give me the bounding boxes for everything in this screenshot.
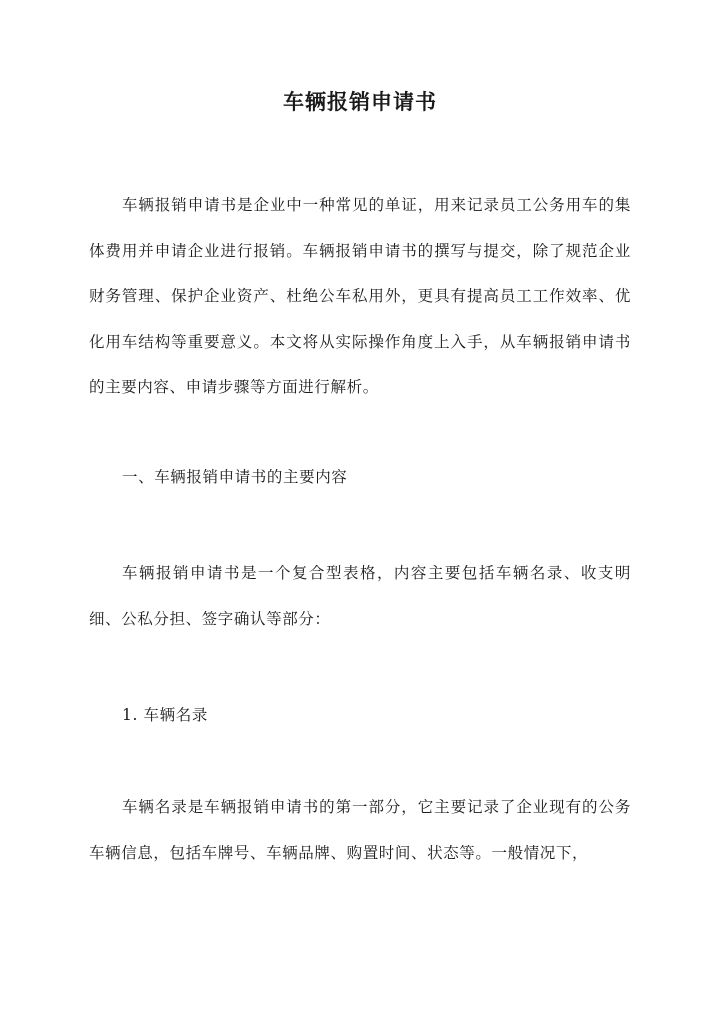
subsection-1-paragraph: 车辆名录是车辆报销申请书的第一部分，它主要记录了企业现有的公务车辆信息，包括车牌号、车辆品牌、购置时间、状态等。一般情况下， [89,798,631,862]
section-1-heading: 一、车辆报销申请书的主要内容 [122,468,348,486]
intro-paragraph: 车辆报销申请书是企业中一种常见的单证，用来记录员工公务用车的集体费用并申请企业进行报销。车辆报销申请书的撰写与提交，除了规范企业财务管理、保护企业资产、杜绝公车私用外，更具有提高员工工作效率、优化用车结构等重要意义。本文将从实际操作角度上入手，从车辆报销申请书的主要内容、申请步骤等方面进行解析。 [89,196,631,396]
document-title: 车辆报销申请书 [283,89,437,114]
section-1-paragraph: 车辆报销申请书是一个复合型表格，内容主要包括车辆名录、收支明细、公私分担、签字确认等部分： [89,564,631,628]
subsection-1-heading: 1. 车辆名录 [122,706,208,724]
